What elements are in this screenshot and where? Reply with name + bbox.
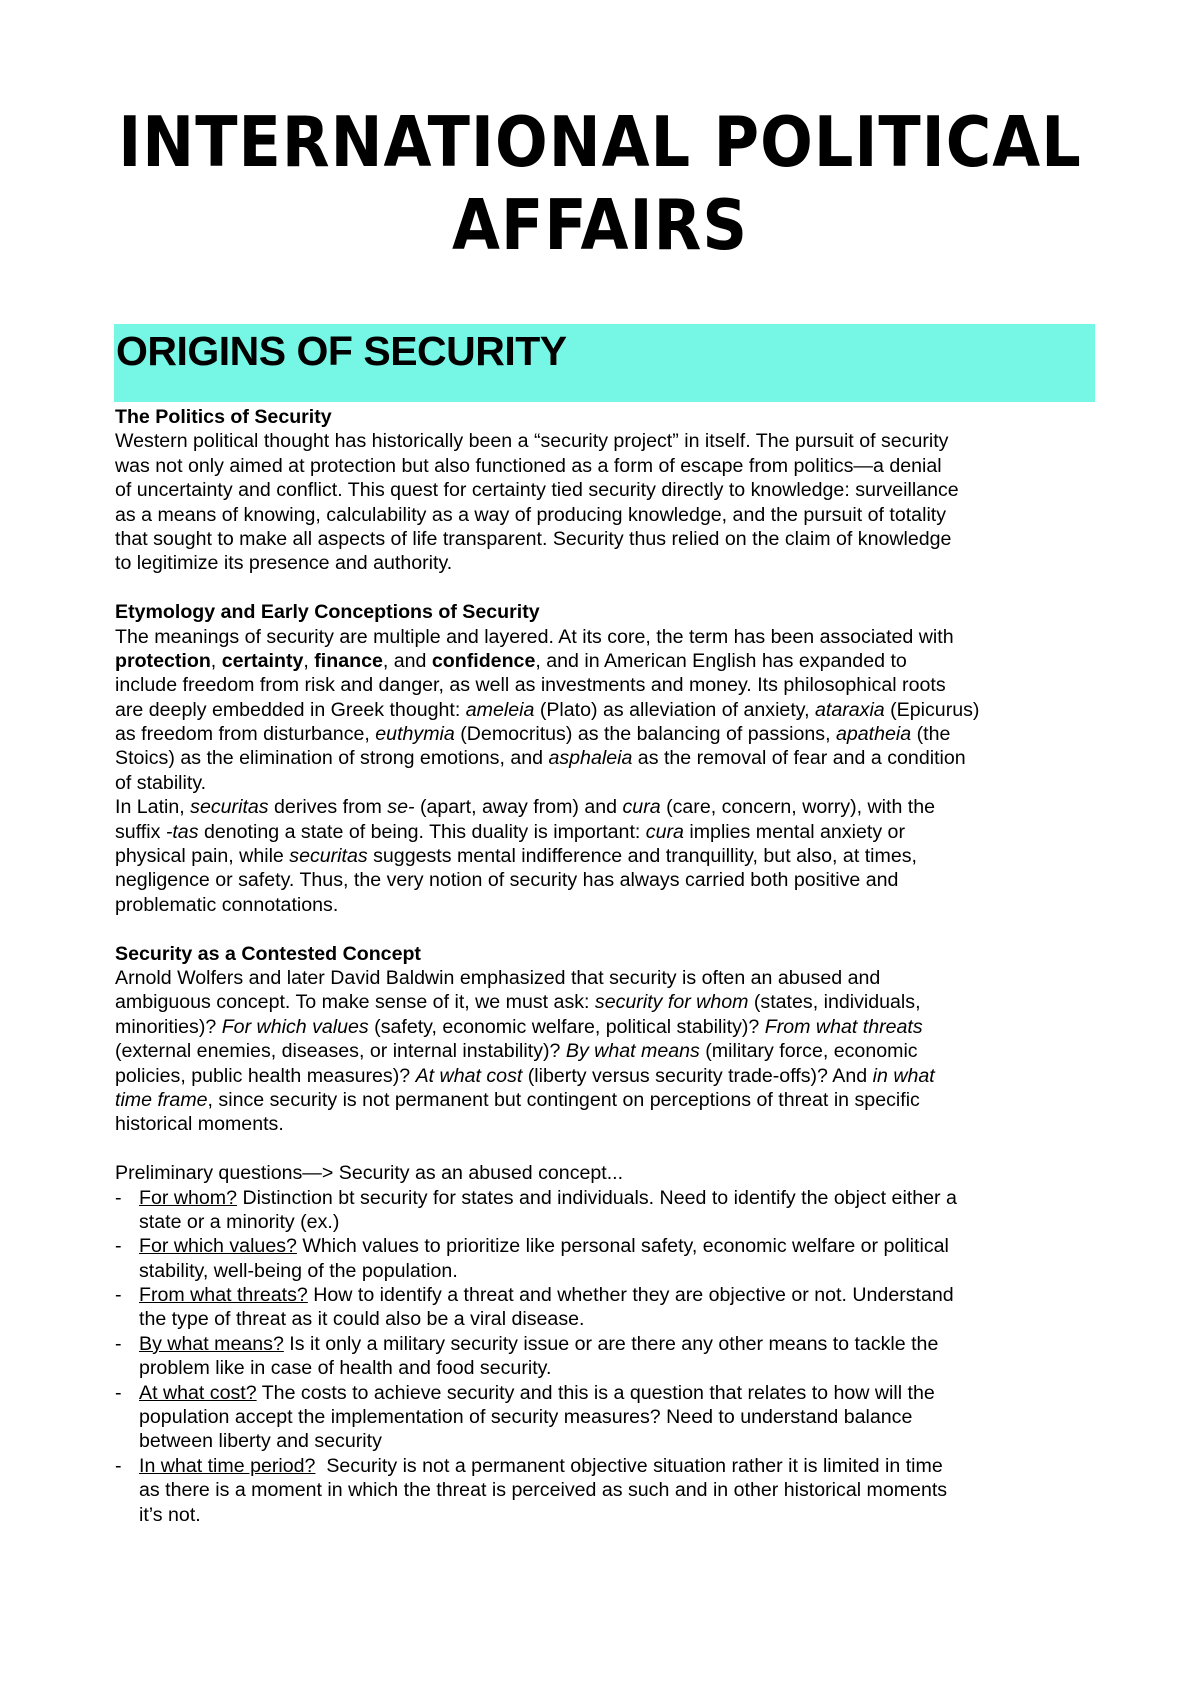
contested-line: policies, public health measures)? At what cost (liberty versus security trade-offs)? And in what [115, 1064, 935, 1087]
term-ataraxia: ataraxia [815, 698, 885, 721]
term-ameleia: ameleia [465, 698, 535, 721]
dash-bullet: - [115, 1332, 122, 1355]
list-item-line: the type of threat as it could also be a viral disease. [139, 1308, 585, 1331]
term-euthymia: euthymia [375, 723, 455, 746]
dash-bullet: - [115, 1186, 122, 1209]
term-protection: protection [115, 649, 211, 672]
dash-bullet: - [115, 1235, 122, 1258]
contested-line: minorities)? For which values (safety, economic welfare, political stability)? From what threats [115, 1015, 923, 1038]
term-se: se- [387, 796, 415, 819]
list-item-line: stability, well-being of the population. [139, 1259, 458, 1282]
list-item [115, 1332, 1105, 1381]
question-for-whom: security for whom [594, 991, 749, 1014]
dash-bullet: - [115, 1454, 122, 1477]
politics-line: to legitimize its presence and authority. [115, 552, 453, 575]
politics-heading: The Politics of Security [115, 406, 332, 428]
contested-line: historical moments. [115, 1113, 284, 1136]
list-item-line: between liberty and security [139, 1430, 382, 1453]
term-apatheia: apatheia [835, 723, 912, 746]
list-item [115, 1234, 1105, 1283]
dash-bullet: - [115, 1284, 122, 1307]
politics-line: was not only aimed at protection but also functioned as a form of escape from politics—a denial [115, 454, 942, 477]
etymology-heading: Etymology and Early Conceptions of Security [115, 601, 540, 624]
question-label: At what cost? [139, 1381, 257, 1404]
etymology-line: include freedom from risk and danger, as well as investments and money. Its philosophical roots [115, 674, 946, 697]
term-asphaleia: asphaleia [548, 747, 633, 770]
question-what-means: By what means [565, 1040, 700, 1063]
term-cura: cura [645, 820, 684, 843]
etymology-line: as freedom from disturbance, euthymia (Democritus) as the balancing of passions, apatheia (the [115, 723, 951, 746]
contested-line: time frame, since security is not permanent but contingent on perceptions of threat in specific [115, 1088, 920, 1111]
list-item [115, 1186, 1105, 1235]
paragraph-gap [115, 917, 1105, 941]
question-label: For which values? [139, 1235, 297, 1258]
term-tas: -tas [165, 820, 199, 843]
term-cura: cura [622, 796, 661, 819]
question-in-what: in what [872, 1064, 935, 1087]
list-item-line: For which values? Which values to prioritize like personal safety, economic welfare or political [139, 1235, 949, 1258]
contested-line: ambiguous concept. To make sense of it, we must ask: security for whom (states, individuals, [115, 991, 921, 1014]
etymology-line: Stoics) as the elimination of strong emotions, and asphaleia as the removal of fear and a condition [115, 747, 966, 770]
term-finance: finance [314, 649, 383, 672]
politics-line: of uncertainty and conflict. This quest for certainty tied security directly to knowledge: surveillance [115, 479, 959, 502]
list-item-line: population accept the implementation of security measures? Need to understand balance [139, 1406, 913, 1429]
term-securitas: securitas [289, 845, 368, 868]
list-item [115, 1283, 1105, 1332]
question-what-cost: At what cost [415, 1064, 523, 1087]
politics-line: that sought to make all aspects of life transparent. Security thus relied on the claim of knowledge [115, 527, 952, 550]
question-label: In what time period? [139, 1454, 316, 1477]
list-item-line: it’s not. [139, 1503, 201, 1526]
term-confidence: confidence [431, 649, 536, 672]
document-title-line-2: AFFAIRS [451, 184, 749, 266]
question-time-frame: time frame [115, 1088, 208, 1111]
contested-line: (external enemies, diseases, or internal instability)? By what means (military force, economic [115, 1040, 918, 1063]
etymology-line: of stability. [115, 771, 207, 794]
etymology-line: physical pain, while securitas suggests mental indifference and tranquillity, but also, at times, [115, 845, 917, 868]
politics-line: as a means of knowing, calculability as a way of producing knowledge, and the pursuit of totality [115, 503, 947, 526]
document-title-line-1: INTERNATIONAL POLITICAL [118, 101, 1082, 183]
question-which-values: For which values [221, 1015, 369, 1038]
etymology-line: suffix -tas denoting a state of being. This duality is important: cura implies mental anxiety or [115, 820, 905, 843]
etymology-line: The meanings of security are multiple and layered. At its core, the term has been associated with [115, 625, 954, 648]
document-body [115, 405, 1105, 1527]
contested-line: Arnold Wolfers and later David Baldwin emphasized that security is often an abused and [115, 966, 881, 989]
question-label: By what means? [139, 1332, 284, 1355]
list-item-line: as there is a moment in which the threat is perceived as such and in other historical moments [139, 1479, 948, 1502]
paragraph-gap [115, 1137, 1105, 1161]
etymology-line: In Latin, securitas derives from se- (apart, away from) and cura (care, concern, worry), with the [115, 796, 936, 819]
document-title [0, 101, 1200, 267]
list-item-line: From what threats? How to identify a threat and whether they are objective or not. Understand [139, 1284, 954, 1307]
question-what-threats: From what threats [764, 1015, 923, 1038]
section-title: ORIGINS OF SECURITY [116, 328, 567, 374]
questions-list [115, 1186, 1105, 1527]
dash-bullet: - [115, 1381, 122, 1404]
question-label: From what threats? [139, 1284, 308, 1307]
list-item-line: For whom? Distinction bt security for states and individuals. Need to identify the object either a [139, 1186, 957, 1209]
etymology-line: protection, certainty, finance, and confidence, and in American English has expanded to [115, 649, 907, 672]
paragraph-gap [115, 576, 1105, 600]
term-certainty: certainty [221, 649, 304, 672]
question-label: For whom? [139, 1186, 237, 1209]
list-item [115, 1381, 1105, 1454]
term-securitas: securitas [190, 796, 269, 819]
list-item-line: state or a minority (ex.) [139, 1210, 340, 1233]
list-item-line: At what cost? The costs to achieve security and this is a question that relates to how will the [139, 1381, 935, 1404]
list-item-line: In what time period? Security is not a permanent objective situation rather it is limited in time [139, 1454, 943, 1477]
etymology-line: negligence or safety. Thus, the very notion of security has always carried both positive and [115, 869, 899, 892]
contested-heading: Security as a Contested Concept [115, 942, 421, 965]
etymology-line: are deeply embedded in Greek thought: ameleia (Plato) as alleviation of anxiety, ataraxia (Epicurus) [115, 698, 980, 721]
politics-line: Western political thought has historically been a “security project” in itself. The pursuit of security [115, 430, 949, 453]
list-item [115, 1454, 1105, 1527]
list-item-line: problem like in case of health and food security. [139, 1357, 552, 1380]
etymology-line: problematic connotations. [115, 893, 339, 916]
list-item-line: By what means? Is it only a military security issue or are there any other means to tackle the [139, 1332, 939, 1355]
questions-intro: Preliminary questions—> Security as an abused concept... [115, 1162, 624, 1185]
